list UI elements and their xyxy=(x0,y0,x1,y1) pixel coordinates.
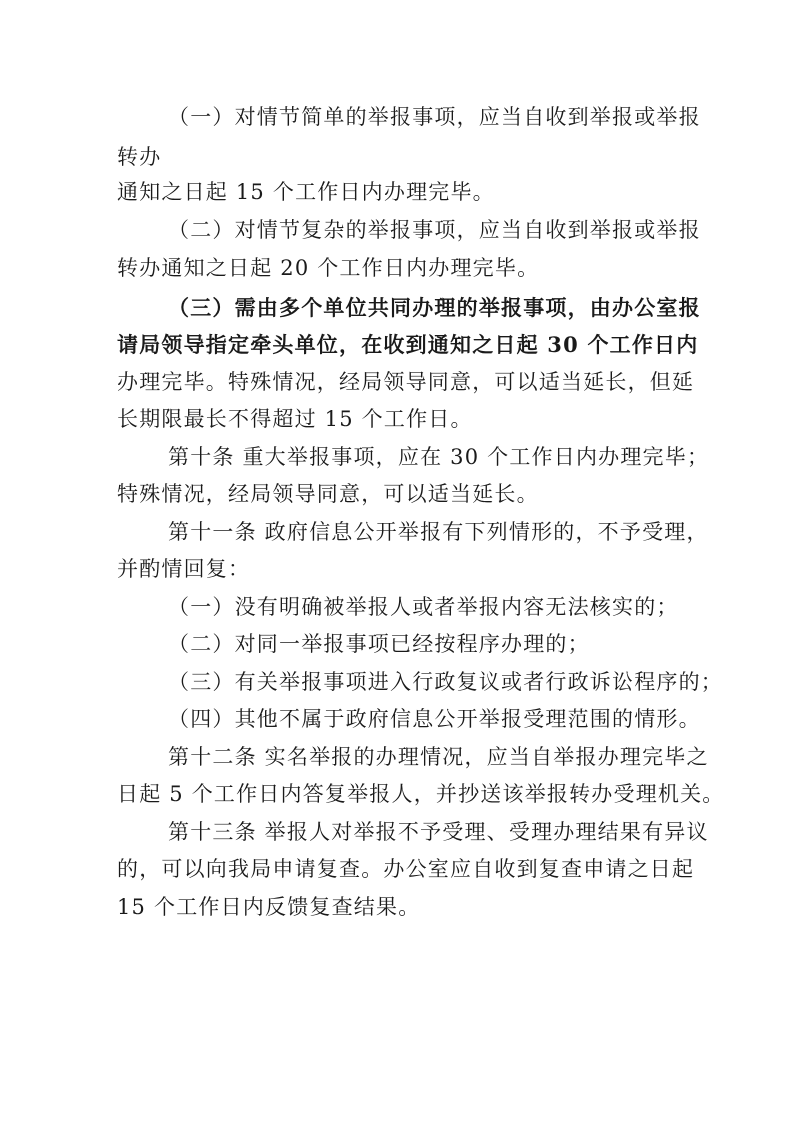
text-line: （一）没有明确被举报人或者举报内容无法核实的； xyxy=(168,595,679,619)
text-line: 通知之日起 15 个工作日内办理完毕。 xyxy=(117,180,495,204)
text-line: （一）对情节简单的举报事项，应当自收到举报或举报 xyxy=(168,105,701,129)
text-line: （三）有关举报事项进入行政复议或者行政诉讼程序的； xyxy=(168,670,723,694)
text-line: 并酌情回复： xyxy=(117,557,251,581)
text-line: 第十条 重大举报事项，应在 30 个工作日内办理完毕； xyxy=(168,445,710,469)
text-line: 转办通知之日起 20 个工作日内办理完毕。 xyxy=(117,256,540,280)
text-line: 第十二条 实名举报的办理情况，应当自举报办理完毕之 xyxy=(168,745,709,769)
text-line: 请局领导指定牵头单位，在收到通知之日起 30 个工作日内 xyxy=(117,332,699,357)
text-line: （二）对情节复杂的举报事项，应当自收到举报或举报 xyxy=(168,218,701,242)
text-line: 转办 xyxy=(117,145,162,169)
text-line: 15 个工作日内反馈复查结果。 xyxy=(117,895,421,919)
text-line: 日起 5 个工作日内答复举报人，并抄送该举报转办受理机关。 xyxy=(117,782,725,806)
text-line: 第十三条 举报人对举报不予受理、受理办理结果有异议 xyxy=(168,820,709,844)
text-line: （四）其他不属于政府信息公开举报受理范围的情形。 xyxy=(168,707,701,731)
text-line: （三）需由多个单位共同办理的举报事项，由办公室报 xyxy=(168,295,701,320)
text-line: 第十一条 政府信息公开举报有下列情形的，不予受理， xyxy=(168,520,709,544)
text-line: 办理完毕。特殊情况，经局领导同意，可以适当延长，但延 xyxy=(117,370,695,394)
text-line: （二）对同一举报事项已经按程序办理的； xyxy=(168,632,590,656)
text-line: 长期限最长不得超过 15 个工作日。 xyxy=(117,407,473,431)
text-line: 特殊情况，经局领导同意，可以适当延长。 xyxy=(117,482,539,506)
text-line: 的，可以向我局申请复查。办公室应自收到复查申请之日起 xyxy=(117,857,695,881)
